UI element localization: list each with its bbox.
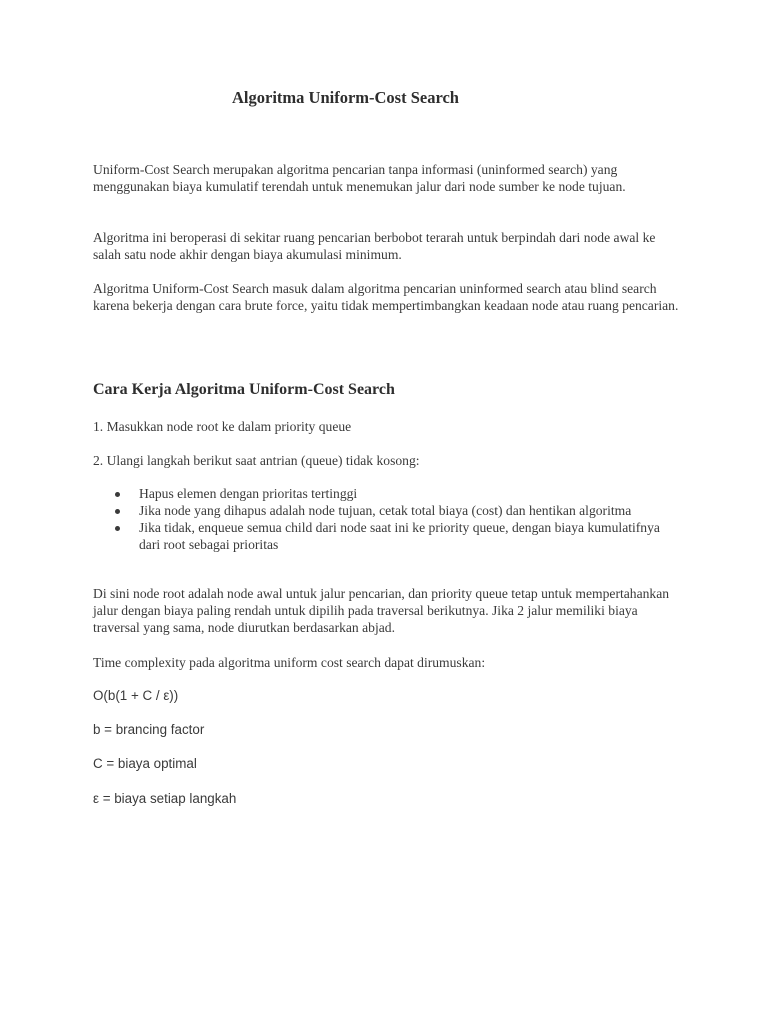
- step-1: 1. Masukkan node root ke dalam priority queue: [93, 419, 352, 434]
- bullet-text: Jika node yang dihapus adalah node tujuan, cetak total biaya (cost) dan hentikan algoritma: [139, 503, 632, 518]
- document-title: Algoritma Uniform-Cost Search: [232, 88, 459, 107]
- explanation-paragraph: Di sini node root adalah node awal untuk jalur pencarian, dan priority queue tetap untuk mempertahankan jalur dengan biaya paling rendah untuk dipilih pada traversal berikutnya. Jika 2 jalur memiliki biaya traversal yang sama, node diurutkan berdasarkan abjad.: [93, 586, 670, 635]
- bullet-icon: [115, 492, 120, 497]
- steps-bullet-list: [93, 485, 683, 553]
- bullet-item-1: [93, 485, 683, 502]
- definition-b: b = brancing factor: [93, 722, 205, 737]
- intro-paragraph-2: Algoritma ini beroperasi di sekitar ruang pencarian berbobot terarah untuk berpindah dari node awal ke salah satu node akhir dengan biaya akumulasi minimum.: [93, 230, 656, 262]
- definition-epsilon: ε = biaya setiap langkah: [93, 791, 237, 806]
- bullet-icon: [115, 526, 120, 531]
- bullet-item-2: [93, 502, 683, 519]
- bullet-text: Jika tidak, enqueue semua child dari node saat ini ke priority queue, dengan biaya kumulatifnya dari root sebagai prioritas: [139, 520, 660, 552]
- bullet-item-3: [93, 519, 683, 553]
- definition-c: C = biaya optimal: [93, 756, 197, 771]
- bullet-text: Hapus elemen dengan prioritas tertinggi: [139, 486, 358, 501]
- bullet-icon: [115, 509, 120, 514]
- intro-paragraph-3: Algoritma Uniform-Cost Search masuk dalam algoritma pencarian uninformed search atau blind search karena bekerja dengan cara brute force, yaitu tidak mempertimbangkan keadaan node atau ruang pencarian.: [93, 281, 679, 313]
- complexity-formula: O(b(1 + C / ε)): [93, 688, 179, 703]
- complexity-intro: Time complexity pada algoritma uniform cost search dapat dirumuskan:: [93, 655, 486, 670]
- intro-paragraph-1: Uniform-Cost Search merupakan algoritma pencarian tanpa informasi (uninformed search) yang menggunakan biaya kumulatif terendah untuk menemukan jalur dari node sumber ke node tujuan.: [93, 162, 626, 194]
- step-2: 2. Ulangi langkah berikut saat antrian (queue) tidak kosong:: [93, 453, 420, 468]
- section-heading: Cara Kerja Algoritma Uniform-Cost Search: [93, 381, 395, 398]
